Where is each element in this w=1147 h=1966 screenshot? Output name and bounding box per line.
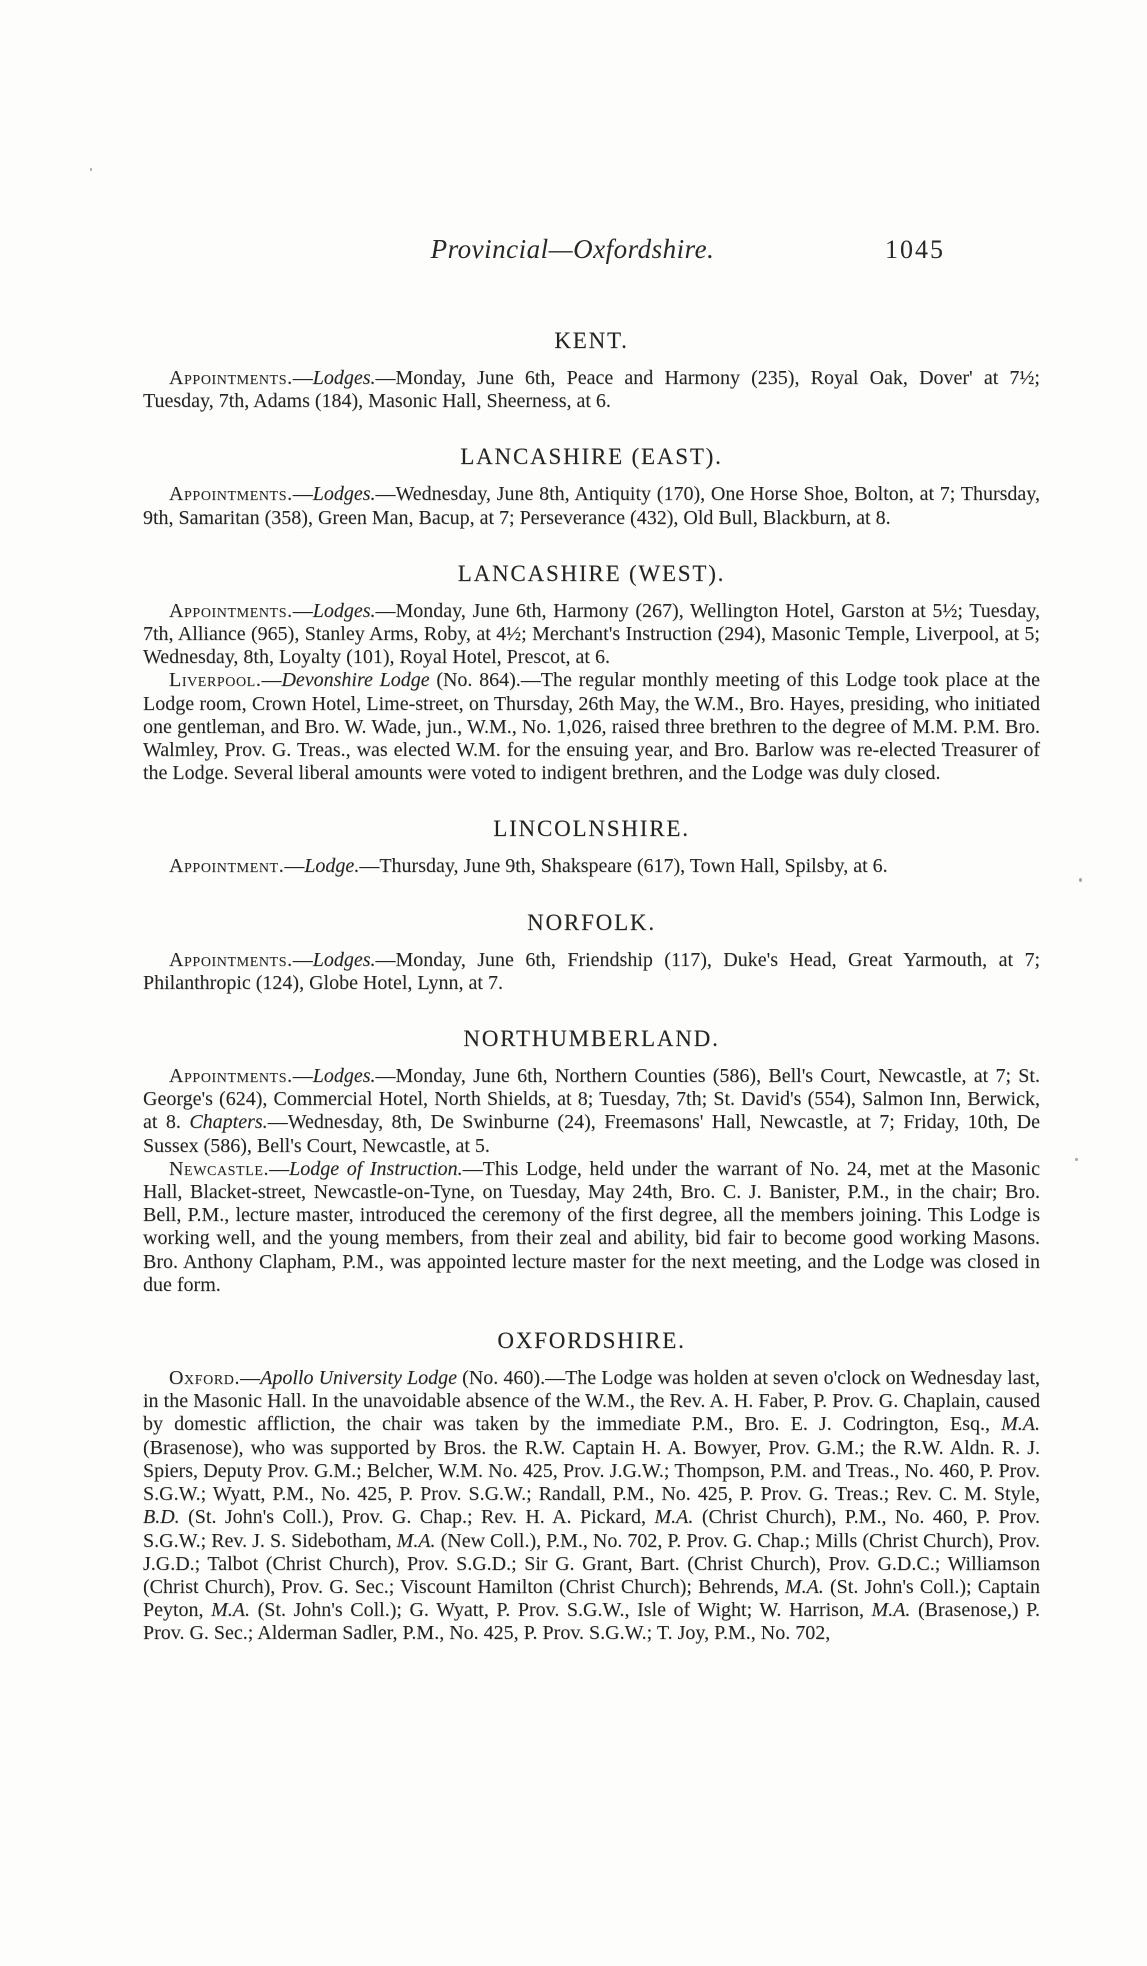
body-text: (No. 864).—The regular monthly meeting of this Lodge took place at the Lodge room, Crown Hotel, Lime-street, on Thursday, 26th May, the W.M., Bro. Hayes, presiding, who initiated one gentleman, and Bro. W. Wade, jun., W.M., No. 1,026, raised three brethren to the degree of M.M. P.M. Bro. Walmley, Prov. G. Treas., was elected W.M. for the ensuing year, and Bro. Barlow was re-elected Treasurer of the Lodge. Several liberal amounts were voted to indigent brethren, and the Lodge was duly closed. — [143, 669, 1040, 785]
paragraph — [143, 1065, 1040, 1158]
lead-smallcaps: Appointments. — [169, 483, 293, 506]
body-text: —This Lodge, held under the warrant of No. 24, met at the Masonic Hall, Blacket-street, Newcastle-on-Tyne, on Tuesday, May 24th, Bro. C. J. Banister, P.M., in the chair; Bro. Bell, P.M., lecture master, introduced the ceremony of the first degree, all the members joining. This Lodge is working well, and the young members, from their zeal and ability, bid fair to become good working Masons. Bro. Anthony Clapham, P.M., was appointed lecture master for the next meeting, and the Lodge was closed in due form. — [143, 1157, 1040, 1296]
body-text: —Monday, June 6th, Northern Counties (586), Bell's Court, Newcastle, at 7; St. George's (624), Commercial Hotel, North Shields, at 8; Tuesday, 7th; St. David's (554), Salmon Inn, Berwick, at 8. — [143, 1065, 1040, 1134]
body-text: —Wednesday, June 8th, Antiquity (170), One Horse Shoe, Bolton, at 7; Thursday, 9th, Samaritan (358), Green Man, Bacup, at 7; Perseverance (432), Old Bull, Blackburn, at 8. — [143, 483, 1040, 529]
italic-text: Devonshire Lodge — [281, 669, 430, 692]
body-text: —Thursday, June 9th, Shakspeare (617), Town Hall, Spilsby, at 6. — [359, 855, 888, 878]
body-text: (Brasenose), who was supported by Bros. the R.W. Captain H. A. Bowyer, Prov. G.M.; the R.W. Aldn. R. J. Spiers, Deputy Prov. G.M.; Belcher, W.M. No. 425, Prov. J.G.W.; Thompson, P.M. and Treas., No. 460, P. Prov. S.G.W.; Wyatt, P.M., No. 425, P. Prov. S.G.W.; Randall, P.M., No. 425, P. Prov. G. Treas.; Rev. C. M. Style, — [143, 1436, 1040, 1506]
body-text: —Wednesday, 8th, De Swinburne (24), Freemasons' Hall, Newcastle, at 7; Friday, 10th, De Sussex (586), Bell's Court, Newcastle, at 5. — [143, 1111, 1040, 1157]
body-text: — — [240, 1367, 261, 1390]
body-text: —Monday, June 6th, Friendship (117), Duke's Head, Great Yarmouth, at 7; Philanthropic (124), Globe Hotel, Lynn, at 7. — [143, 948, 1040, 994]
page-header — [143, 234, 1040, 278]
section-lancashire-west — [143, 561, 1040, 786]
italic-text: Chapters. — [189, 1111, 268, 1134]
paragraph — [143, 669, 1040, 785]
body-text: (St. John's Coll.); Captain Peyton, — [143, 1575, 1041, 1622]
italic-text: Lodges. — [312, 367, 376, 389]
lead-smallcaps: Appointment. — [169, 855, 285, 878]
section-heading-lancashire-west: LANCASHIRE (WEST). — [457, 560, 726, 586]
body-text: —Monday, June 6th, Peace and Harmony (235), Royal Oak, Dover' at 7½; Tuesday, 7th, Adams (184), Masonic Hall, Sheerness, at 6. — [143, 367, 1040, 413]
body-text: (Christ Church), P.M., No. 460, P. Prov. S.G.W.; Rev. J. S. Sidebotham, — [143, 1506, 1040, 1552]
body-text: — — [292, 367, 313, 389]
section-heading-norfolk: NORFOLK. — [527, 909, 656, 935]
lead-smallcaps: Appointments. — [169, 948, 293, 971]
section-heading-lincolnshire: LINCOLNSHIRE. — [493, 816, 690, 842]
section-heading-kent: KENT. — [554, 328, 629, 353]
text-block — [143, 234, 1040, 1646]
section-heading-oxfordshire: OXFORDSHIRE. — [497, 1328, 686, 1354]
running-title: Provincial—Oxfordshire. — [430, 234, 715, 264]
italic-text: Lodges. — [312, 483, 376, 506]
paragraph — [143, 855, 1040, 878]
paragraph — [143, 1158, 1040, 1297]
body-text: — — [269, 1157, 290, 1180]
sections-root — [143, 328, 1040, 1646]
section-northumberland — [143, 1026, 1040, 1297]
page-number: 1045 — [885, 235, 945, 264]
body-text: — — [292, 1065, 313, 1088]
scan-speckle — [90, 168, 92, 171]
body-text: —Monday, June 6th, Harmony (267), Wellington Hotel, Garston at 5½; Tuesday, 7th, Alliance (965), Stanley Arms, Roby, at 4½; Merchant's Instruction (294), Masonic Temple, Liverpool, at 5; Wednesday, 8th, Loyalty (101), Royal Hotel, Prescot, at 6. — [143, 599, 1040, 669]
italic-text: Apollo University Lodge — [260, 1367, 458, 1390]
paragraph — [143, 483, 1040, 529]
italic-text: Lodges. — [312, 1065, 376, 1088]
body-text: — — [284, 855, 305, 878]
section-lincolnshire — [143, 816, 1040, 878]
lead-smallcaps: Liverpool. — [169, 669, 262, 692]
italic-text: M.A. — [211, 1599, 251, 1622]
body-text: — — [292, 599, 313, 622]
lead-smallcaps: Appointments. — [169, 599, 293, 622]
body-text: — — [261, 669, 282, 692]
body-text: (No. 460).—The Lodge was holden at seven o'clock on Wednesday last, in the Masonic Hall. In the unavoidable absence of the W.M., the Rev. A. H. Faber, P. Prov. G. Chaplain, caused by domestic affliction, the chair was taken by the immediate P.M., Bro. E. J. Codrington, Esq., — [143, 1367, 1040, 1436]
scan-speckle — [1075, 1158, 1078, 1161]
body-text: (New Coll.), P.M., No. 702, P. Prov. G. Chap.; Mills (Christ Church), Prov. J.G.D.; Talbot (Christ Church), Prov. S.G.D.; Sir G. Grant, Bart. (Christ Church), Prov. G.D.C.; Williamson (Christ Church), Prov. G. Sec.; Viscount Hamilton (Christ Church); Behrends, — [143, 1529, 1040, 1598]
body-text: — — [292, 948, 313, 971]
lead-smallcaps: Appointments. — [169, 1065, 293, 1088]
section-heading-northumberland: NORTHUMBERLAND. — [463, 1026, 720, 1052]
italic-text: Lodges. — [312, 599, 376, 622]
lead-smallcaps: Newcastle. — [169, 1157, 270, 1180]
body-text: (St. John's Coll.), Prov. G. Chap.; Rev. H. A. Pickard, — [179, 1506, 655, 1529]
section-lancashire-east — [143, 444, 1040, 529]
paragraph — [143, 367, 1040, 413]
lead-smallcaps: Appointments. — [169, 367, 293, 389]
italic-text: M.A. — [1001, 1413, 1040, 1436]
italic-text: M.A. — [871, 1599, 911, 1622]
body-text: — — [292, 483, 313, 506]
paragraph — [143, 600, 1040, 670]
italic-text: Lodge of Instruction. — [289, 1157, 463, 1180]
italic-text: M.A. — [784, 1575, 824, 1598]
section-norfolk — [143, 910, 1040, 995]
italic-text: Lodges. — [312, 948, 376, 971]
body-text: (Brasenose,) P. Prov. G. Sec.; Alderman Sadler, P.M., No. 425, P. Prov. S.G.W.; T. Joy, P.M., No. 702, — [143, 1599, 1040, 1645]
scan-speckle — [1079, 878, 1082, 882]
section-oxfordshire — [143, 1328, 1040, 1645]
italic-text: B.D. — [143, 1506, 180, 1529]
lead-smallcaps: Oxford. — [169, 1367, 241, 1390]
paragraph — [143, 949, 1040, 995]
paragraph — [143, 1367, 1040, 1645]
section-kent — [143, 328, 1040, 413]
italic-text: Lodge. — [304, 855, 360, 878]
section-heading-lancashire-east: LANCASHIRE (EAST). — [460, 444, 723, 470]
italic-text: M.A. — [396, 1529, 436, 1552]
italic-text: M.A. — [654, 1506, 694, 1529]
body-text: (St. John's Coll.); G. Wyatt, P. Prov. S.G.W., Isle of Wight; W. Harrison, — [250, 1599, 872, 1622]
